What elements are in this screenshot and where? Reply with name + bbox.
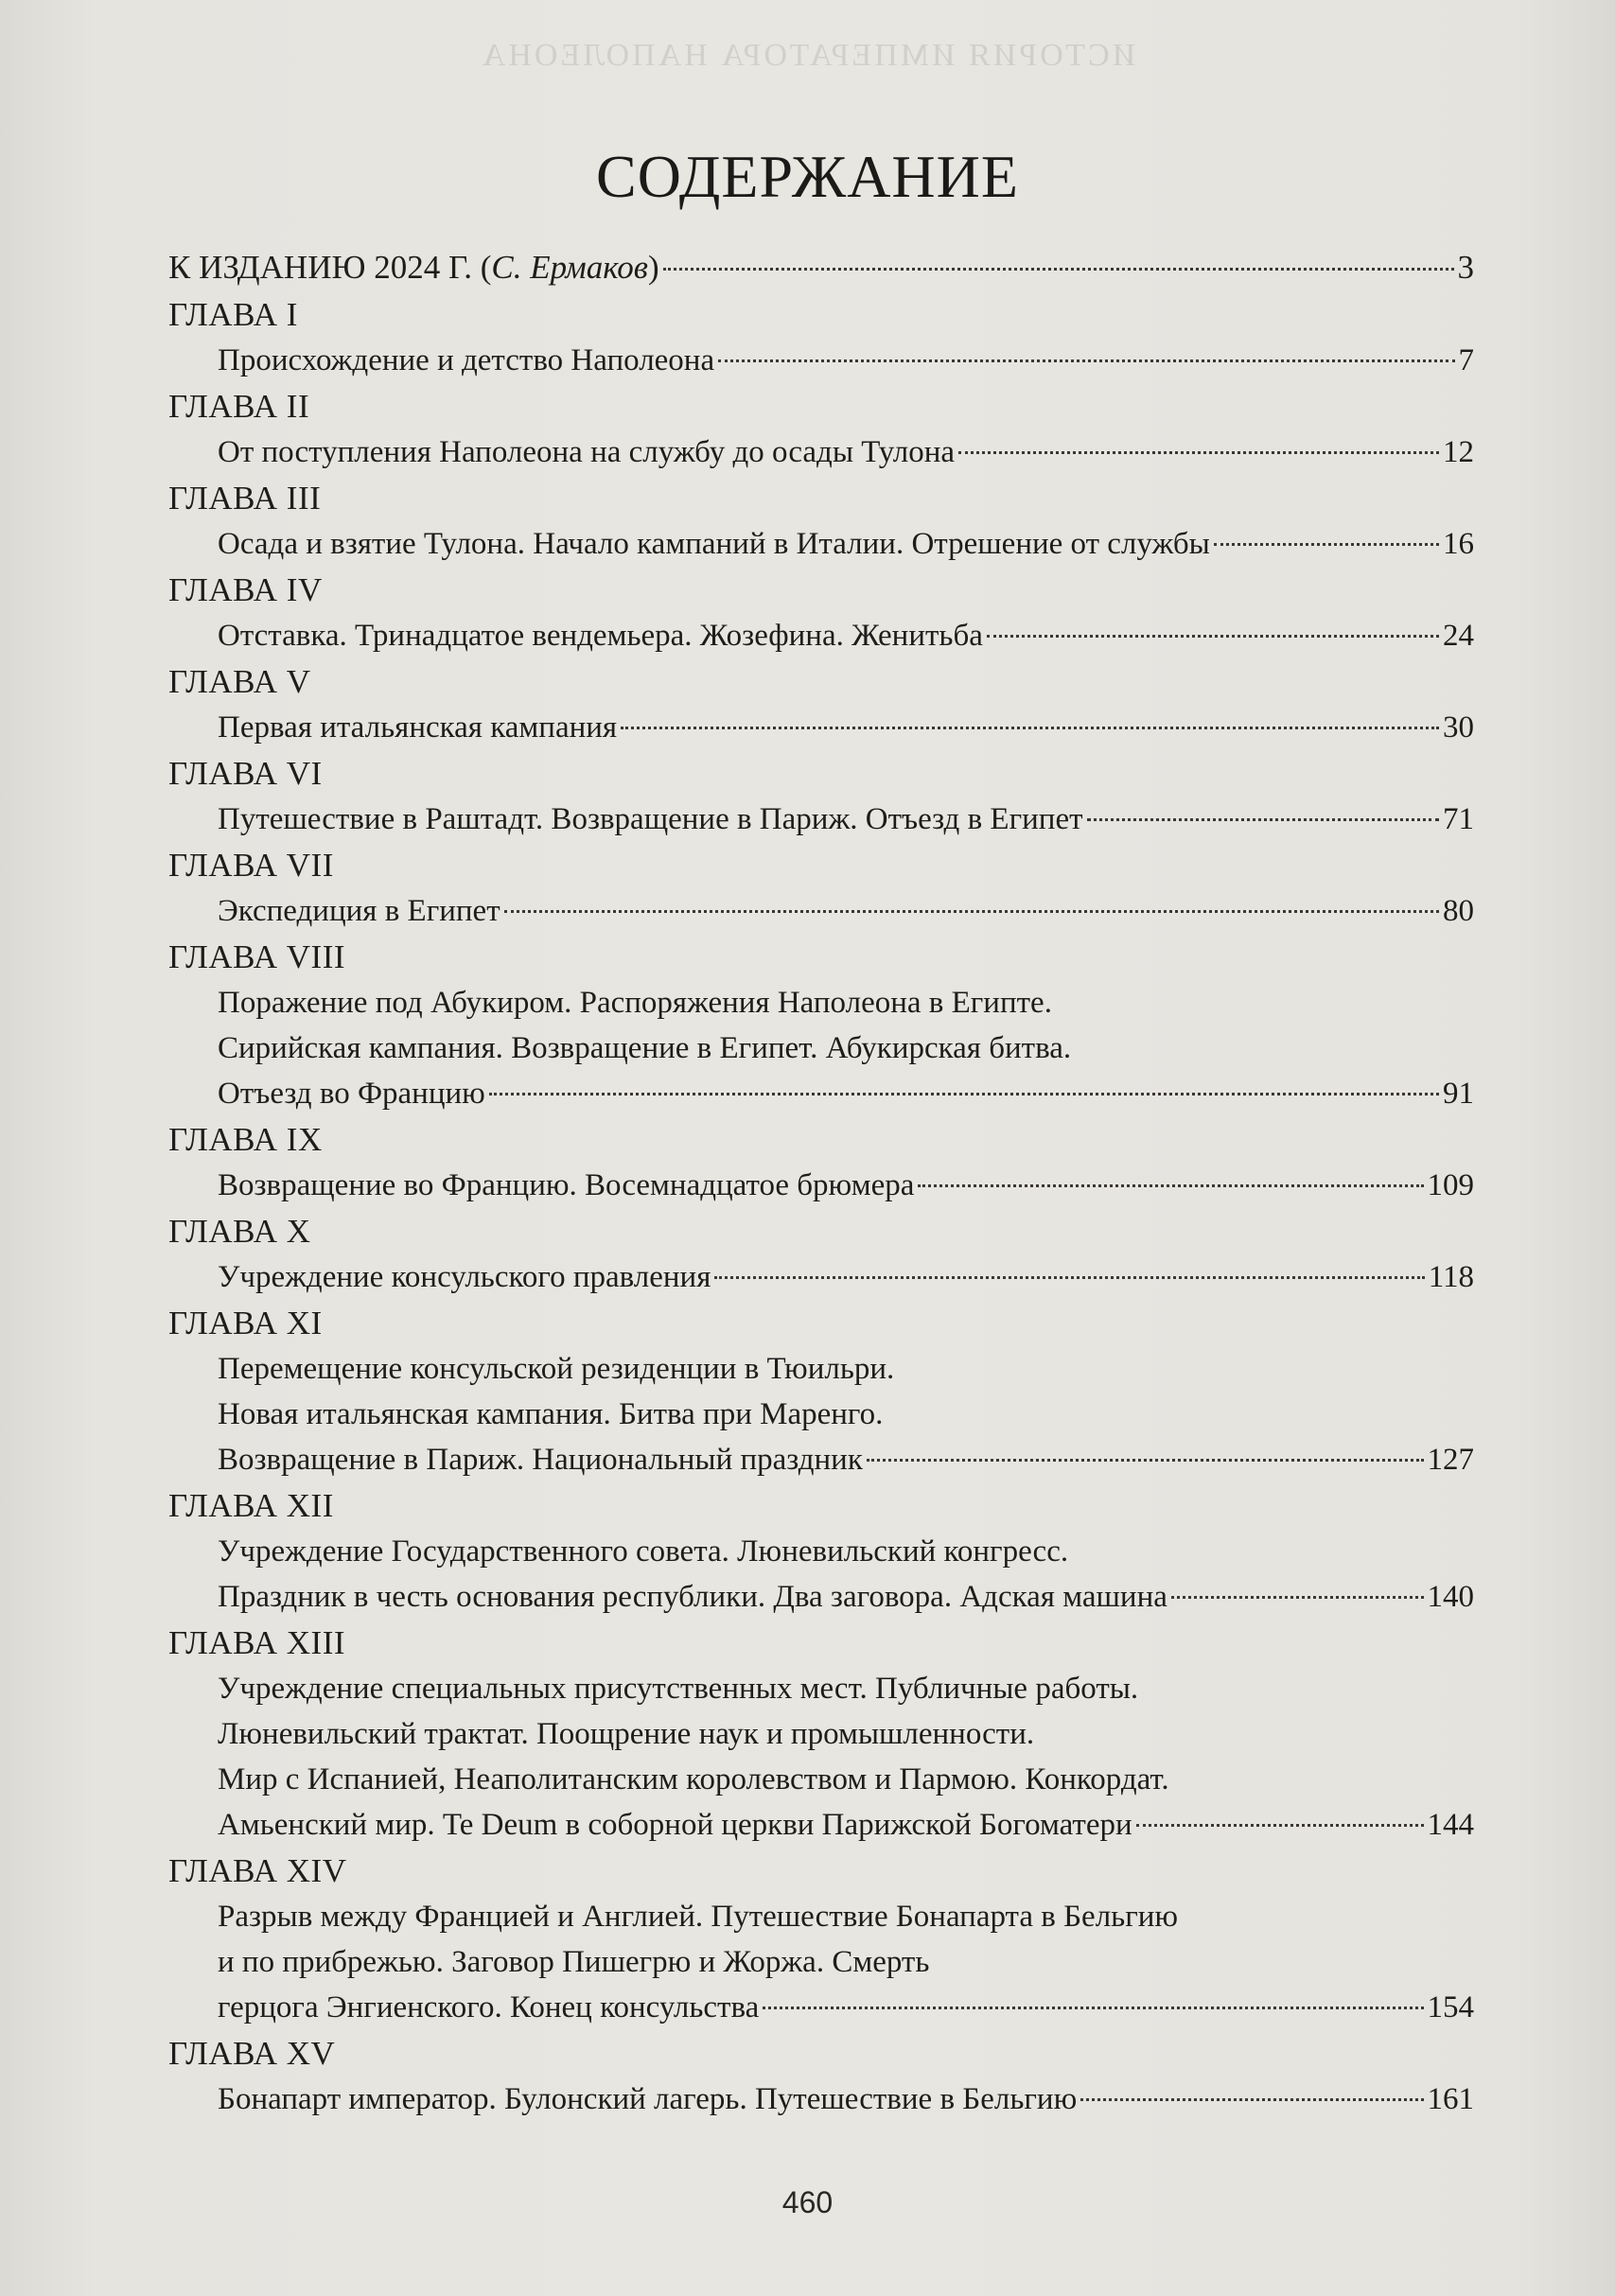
toc-page-number: 24 xyxy=(1443,619,1474,653)
chapter-description-line: Перемещение консульской резиденции в Тюильри. xyxy=(218,1352,895,1386)
chapter-description-line: Учреждение специальных присутственных мест. Публичные работы. xyxy=(218,1672,1139,1706)
dot-leader xyxy=(489,1093,1439,1095)
chapter-heading: ГЛАВА V xyxy=(168,663,311,700)
dot-leader xyxy=(1080,2098,1423,2101)
chapter-heading: ГЛАВА III xyxy=(168,480,322,517)
chapter-description-line: Осада и взятие Тулона. Начало кампаний в Италии. Отрешение от службы xyxy=(218,527,1210,561)
toc-page-number: 71 xyxy=(1443,802,1474,836)
chapter-description-line: Поражение под Абукиром. Распоряжения Наполеона в Египте. xyxy=(218,986,1052,1020)
toc-chapter-block xyxy=(168,1848,1474,2030)
toc-intro-entry xyxy=(168,244,1474,291)
chapter-description-line: От поступления Наполеона на службу до осады Тулона xyxy=(218,435,956,469)
chapter-description-line: Экспедиция в Египет xyxy=(218,894,500,928)
chapter-description-line: Сирийская кампания. Возвращение в Египет. Абукирская битва. xyxy=(218,1031,1072,1065)
table-of-contents xyxy=(168,244,1474,2122)
chapter-description-line: Первая итальянская кампания xyxy=(218,710,618,745)
chapter-entry-row xyxy=(168,705,1474,750)
toc-page-number: 80 xyxy=(1443,894,1474,928)
toc-chapter-block xyxy=(168,383,1474,475)
chapter-entry-row xyxy=(168,2077,1474,2122)
toc-chapter-block xyxy=(168,842,1474,934)
dot-leader xyxy=(621,727,1439,729)
toc-chapter-block xyxy=(168,567,1474,658)
chapter-description-line: Путешествие в Раштадт. Возвращение в Париж. Отъезд в Египет xyxy=(218,802,1083,836)
toc-page-number: 12 xyxy=(1443,435,1474,469)
chapter-description-line: Праздник в честь основания республики. Два заговора. Адская машина xyxy=(218,1580,1167,1614)
chapter-heading: ГЛАВА XII xyxy=(168,1487,334,1524)
chapter-description-line: Люневильский трактат. Поощрение наук и промышленности. xyxy=(218,1717,1035,1751)
chapter-entry-row xyxy=(168,1163,1474,1208)
chapter-entry-row xyxy=(168,1574,1474,1620)
intro-author: С. Ермаков xyxy=(491,249,648,286)
chapter-description-line: герцога Энгиенского. Конец консульства xyxy=(218,1990,760,2024)
toc-page-number: 127 xyxy=(1427,1443,1474,1477)
toc-chapter-block xyxy=(168,1620,1474,1848)
chapter-entry-row xyxy=(168,429,1474,475)
chapter-description-line: Возвращение в Париж. Национальный праздник xyxy=(218,1443,863,1477)
chapter-entry-row xyxy=(168,1985,1474,2030)
toc-page-number: 154 xyxy=(1427,1990,1474,2024)
dot-leader xyxy=(987,635,1439,638)
chapter-description-line: и по прибрежью. Заговор Пишегрю и Жоржа. Смерть xyxy=(218,1945,930,1979)
chapter-description-line: Амьенский мир. Te Deum в соборной церкви Парижской Богоматери xyxy=(218,1808,1132,1842)
chapter-description-line: Разрыв между Францией и Англией. Путешествие Бонапарта в Бельгию xyxy=(218,1900,1179,1934)
chapter-entry-row xyxy=(168,338,1474,383)
chapter-description-line: Бонапарт император. Булонский лагерь. Путешествие в Бельгию xyxy=(218,2082,1078,2116)
folio-page-number: 460 xyxy=(781,2185,834,2219)
chapter-description-line: Мир с Испанией, Неаполитанским королевством и Пармою. Конкордат. xyxy=(218,1762,1169,1796)
chapter-heading: ГЛАВА VI xyxy=(168,755,323,792)
dot-leader xyxy=(1171,1596,1424,1599)
toc-page-number: 109 xyxy=(1427,1168,1474,1202)
chapter-description-line: Происхождение и детство Наполеона xyxy=(218,343,715,377)
dot-leader xyxy=(763,2007,1423,2009)
chapter-entry-row xyxy=(168,888,1474,934)
toc-chapter-block xyxy=(168,291,1474,383)
chapter-heading: ГЛАВА XIII xyxy=(168,1624,346,1661)
dot-leader xyxy=(958,451,1439,454)
toc-page-number: 30 xyxy=(1443,710,1474,745)
chapter-heading: ГЛАВА XV xyxy=(168,2035,336,2072)
toc-chapter-block xyxy=(168,1116,1474,1208)
dot-leader xyxy=(1214,543,1439,546)
dot-leader xyxy=(867,1459,1424,1462)
toc-chapter-block xyxy=(168,2030,1474,2122)
toc-chapter-block xyxy=(168,750,1474,842)
chapter-heading: ГЛАВА X xyxy=(168,1213,311,1250)
chapter-description-line: Новая итальянская кампания. Битва при Маренго. xyxy=(218,1397,884,1431)
toc-page-number: 16 xyxy=(1443,527,1474,561)
toc-page-number: 144 xyxy=(1427,1808,1474,1842)
toc-chapter-block xyxy=(168,1482,1474,1620)
chapter-entry-row xyxy=(168,1254,1474,1300)
chapter-description-line: Отставка. Тринадцатое вендемьера. Жозефина. Женитьба xyxy=(218,619,983,653)
chapter-entry-row xyxy=(168,1802,1474,1848)
chapter-heading: ГЛАВА VIII xyxy=(168,938,346,975)
dot-leader xyxy=(504,910,1439,913)
toc-intro-text: К ИЗДАНИЮ 2024 Г. (С. Ермаков) xyxy=(168,249,659,286)
toc-page-number: 3 xyxy=(1457,249,1474,286)
chapter-list xyxy=(168,291,1474,2122)
dot-leader xyxy=(718,359,1454,362)
chapter-entry-row xyxy=(168,521,1474,567)
chapter-entry-row xyxy=(168,1071,1474,1116)
chapter-heading: ГЛАВА XI xyxy=(168,1305,323,1341)
chapter-entry-row xyxy=(168,613,1474,658)
chapter-description-line: Возвращение во Францию. Восемнадцатое брюмера xyxy=(218,1168,915,1202)
toc-chapter-block xyxy=(168,934,1474,1116)
toc-page-number: 118 xyxy=(1428,1260,1474,1294)
toc-chapter-block xyxy=(168,658,1474,750)
toc-page-number: 91 xyxy=(1443,1077,1474,1111)
toc-page-number: 161 xyxy=(1427,2082,1474,2116)
chapter-heading: ГЛАВА IX xyxy=(168,1121,323,1158)
chapter-heading: ГЛАВА IV xyxy=(168,571,323,608)
dot-leader xyxy=(663,268,1454,271)
dot-leader xyxy=(1087,818,1439,821)
toc-chapter-block xyxy=(168,475,1474,567)
toc-chapter-block xyxy=(168,1300,1474,1482)
chapter-description-line: Отъезд во Францию xyxy=(218,1077,485,1111)
chapter-description-line: Учреждение консульского правления xyxy=(218,1260,711,1294)
chapter-description-line: Учреждение Государственного совета. Люневильский конгресс. xyxy=(218,1534,1069,1569)
toc-page-number: 140 xyxy=(1427,1580,1474,1614)
toc-chapter-block xyxy=(168,1208,1474,1300)
chapter-entry-row xyxy=(168,1437,1474,1482)
bleed-through-header: ИСТОРИЯ ИМПЕРАТОРА НАПОЛЕОНА xyxy=(479,38,1136,73)
chapter-entry-row xyxy=(168,797,1474,842)
toc-page-number: 7 xyxy=(1458,343,1474,377)
chapter-heading: ГЛАВА VII xyxy=(168,847,334,884)
chapter-heading: ГЛАВА II xyxy=(168,388,310,425)
page-title: СОДЕРЖАНИЕ xyxy=(596,143,1019,210)
dot-leader xyxy=(918,1184,1423,1187)
dot-leader xyxy=(714,1276,1424,1279)
chapter-heading: ГЛАВА I xyxy=(168,296,298,333)
chapter-heading: ГЛАВА XIV xyxy=(168,1852,347,1889)
dot-leader xyxy=(1136,1824,1424,1827)
